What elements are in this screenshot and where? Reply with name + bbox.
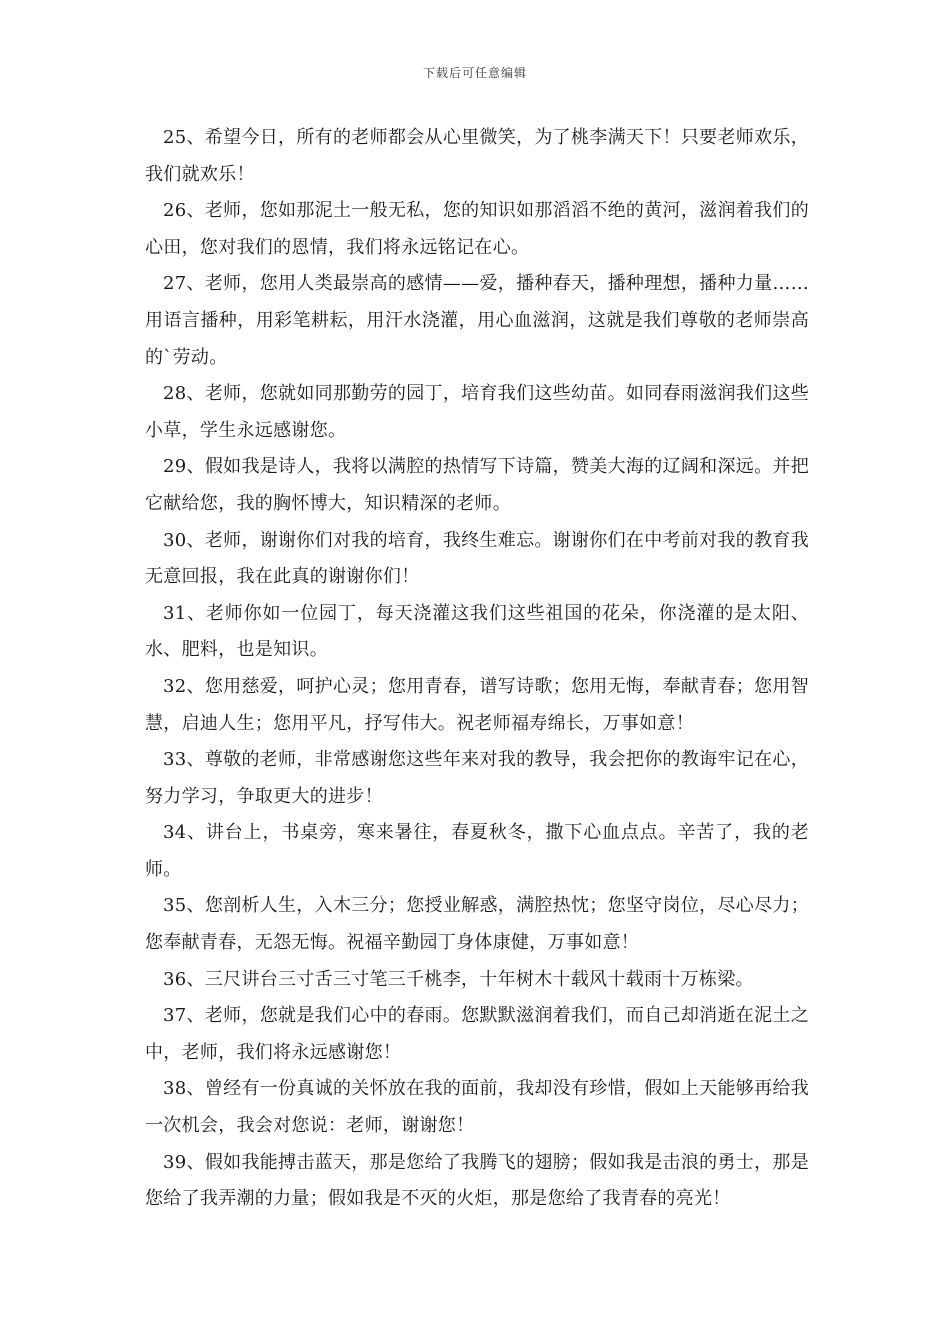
paragraph-30: 30、老师，谢谢你们对我的培育，我终生难忘。谢谢你们在中考前对我的教育我无意回报，我在此真的谢谢你们！ xyxy=(145,529,809,588)
paragraph-34: 34、讲台上，书桌旁，寒来暑往，春夏秋冬，撒下心血点点。辛苦了，我的老师。 xyxy=(145,822,809,880)
paragraph-28: 28、老师，您就如同那勤劳的园丁，培育我们这些幼苗。如同春雨滋润我们这些小草，学生永远感谢您。 xyxy=(145,383,809,441)
paragraph-38: 38、曾经有一份真诚的关怀放在我的面前，我却没有珍惜，假如上天能够再给我一次机会，我会对您说：老师，谢谢您！ xyxy=(145,1078,809,1137)
paragraph-39: 39、假如我能搏击蓝天，那是您给了我腾飞的翅膀；假如我是击浪的勇士，那是您给了我弄潮的力量；假如我是不灭的火炬，那是您给了我青春的亮光！ xyxy=(145,1151,809,1210)
paragraph-35: 35、您剖析人生，入木三分；您授业解惑，满腔热忱；您坚守岗位，尽心尽力；您奉献青春，无怨无悔。祝福辛勤园丁身体康健，万事如意！ xyxy=(145,895,809,954)
paragraph-27: 27、老师，您用人类最崇高的感情——爱，播种春天，播种理想，播种力量……用语言播种，用彩笔耕耘，用汗水浇灌，用心血滋润，这就是我们尊敬的老师崇高的`劳动。 xyxy=(145,273,809,368)
paragraph-36: 36、三尺讲台三寸舌三寸笔三千桃李，十年树木十载风十载雨十万栋梁。 xyxy=(163,968,754,990)
paragraph-29: 29、假如我是诗人，我将以满腔的热情写下诗篇，赞美大海的辽阔和深远。并把它献给您，我的胸怀博大，知识精深的老师。 xyxy=(145,456,809,514)
paragraph-32: 32、您用慈爱，呵护心灵；您用青春，谱写诗歌；您用无悔，奉献青春；您用智慧，启迪人生；您用平凡，抒写伟大。祝老师福寿绵长，万事如意！ xyxy=(145,675,809,734)
page-header: 下载后可任意编辑 xyxy=(422,66,527,80)
paragraph-25: 25、希望今日，所有的老师都会从心里微笑，为了桃李满天下！只要老师欢乐，我们就欢乐！ xyxy=(145,127,809,185)
paragraph-31: 31、老师你如一位园丁，每天浇灌这我们这些祖国的花朵，你浇灌的是太阳、水、肥料，也是知识。 xyxy=(145,602,809,661)
paragraph-33: 33、尊敬的老师，非常感谢您这些年来对我的教导，我会把你的教诲牢记在心，努力学习，争取更大的进步！ xyxy=(145,749,809,807)
paragraph-26: 26、老师，您如那泥土一般无私，您的知识如那滔滔不绝的黄河，滋润着我们的心田，您对我们的恩情，我们将永远铭记在心。 xyxy=(145,200,809,258)
document-body xyxy=(145,120,809,1218)
paragraph-37: 37、老师，您就是我们心中的春雨。您默默滋润着我们，而自己却消逝在泥土之中，老师，我们将永远感谢您！ xyxy=(145,1005,809,1063)
